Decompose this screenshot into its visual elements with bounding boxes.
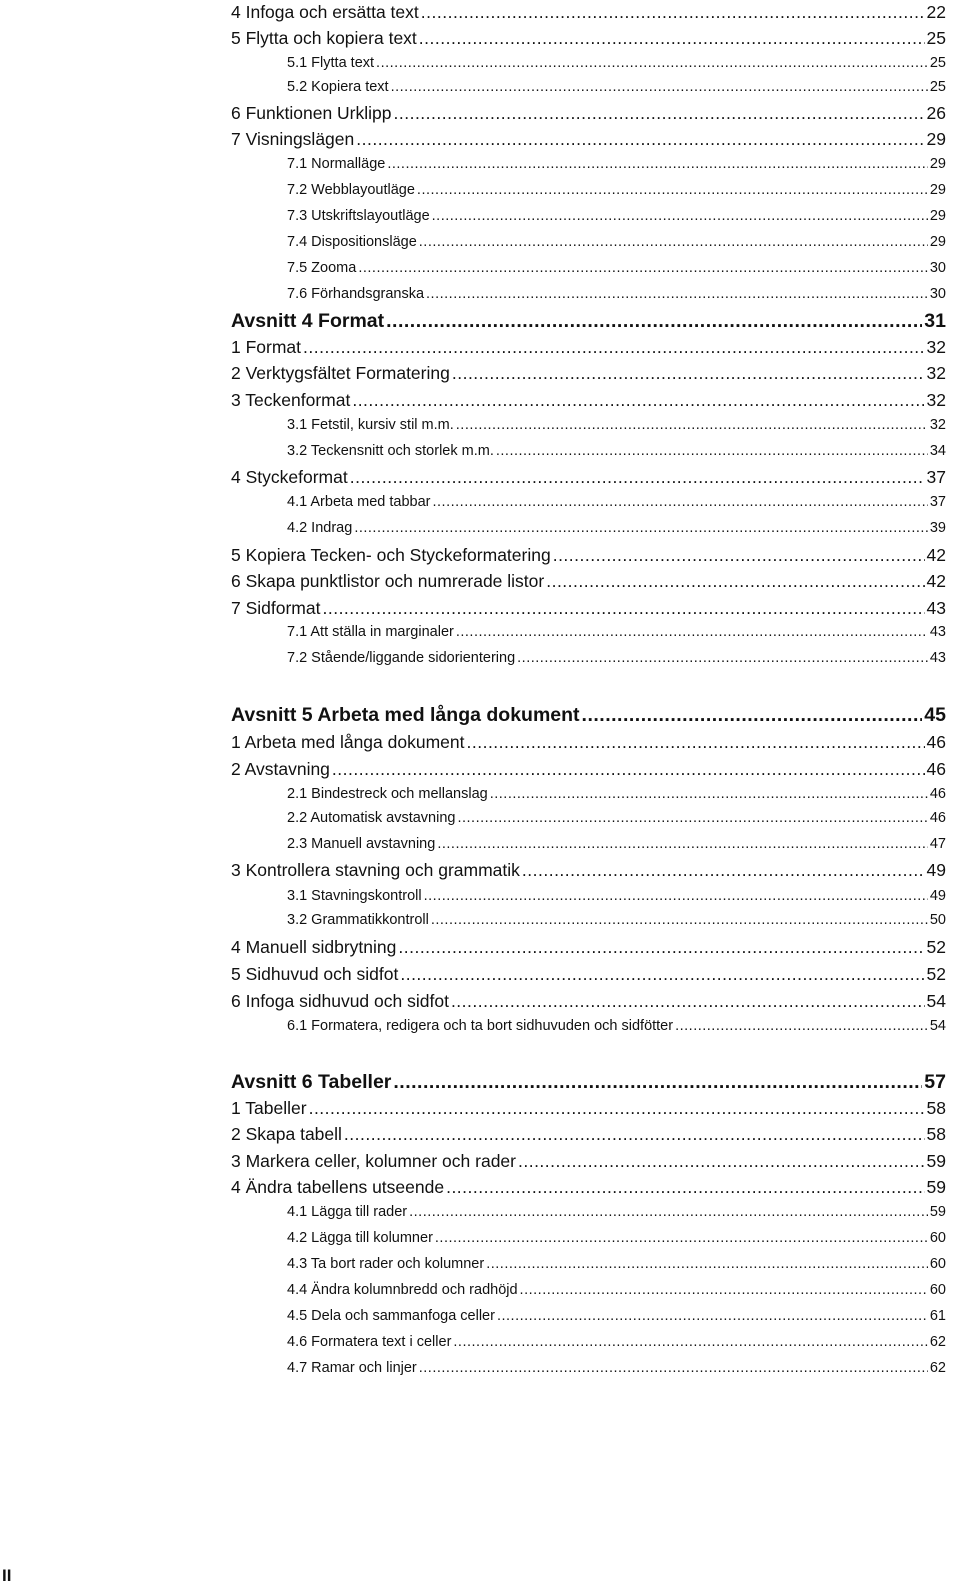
toc-entry-title: 4.2 Indrag [287, 520, 353, 536]
toc-entry-title: 4.2 Lägga till kolumner [287, 1230, 433, 1246]
toc-page-number: 32 [926, 390, 946, 410]
toc-entry [287, 284, 946, 304]
toc-page-number: 58 [926, 1098, 946, 1118]
toc-entry [287, 1358, 946, 1378]
toc-entry [231, 335, 946, 359]
dot-leader [467, 730, 925, 754]
dot-leader [518, 1149, 925, 1173]
dot-leader [437, 834, 928, 854]
toc-entry-title: 4.5 Dela och sammanfoga celler [287, 1308, 495, 1324]
toc-page-number: 49 [929, 888, 946, 904]
toc-entry [231, 543, 946, 567]
toc-page-number: 32 [926, 363, 946, 383]
toc-entry [231, 1175, 946, 1199]
toc-entry-title: 3 Teckenformat [231, 390, 351, 410]
toc-entry [287, 1016, 946, 1036]
dot-leader [496, 441, 928, 461]
toc-entry-title: 4 Ändra tabellens utseende [231, 1177, 445, 1197]
toc-entry [287, 518, 946, 538]
toc-entry [287, 834, 946, 854]
toc-entry [287, 180, 946, 200]
dot-leader [452, 361, 925, 385]
toc-entry-title: 2.2 Automatisk avstavning [287, 810, 456, 826]
toc-page-number: 25 [929, 79, 946, 95]
dot-leader [419, 1358, 928, 1378]
toc-page-number: 46 [929, 786, 946, 802]
toc-entry [287, 1254, 946, 1274]
toc-page-number: 52 [926, 964, 946, 984]
toc-entry-title: 2 Skapa tabell [231, 1124, 342, 1144]
toc-entry-title: 1 Format [231, 337, 302, 357]
toc-page-number: 25 [926, 28, 946, 48]
toc-entry-title: 7.5 Zooma [287, 260, 357, 276]
toc-entry [287, 154, 946, 174]
toc-entry [231, 1122, 946, 1146]
toc-page-number: 49 [926, 860, 946, 880]
toc-page-number: 54 [929, 1018, 946, 1034]
dot-leader [322, 596, 924, 620]
toc-entry [287, 53, 946, 73]
dot-leader [398, 935, 924, 959]
toc-entry [287, 1280, 946, 1300]
dot-leader [309, 1096, 925, 1120]
dot-leader [490, 784, 928, 804]
toc-entry-title: 7.4 Dispositionsläge [287, 234, 417, 250]
toc-entry-title: Avsnitt 4 Format [231, 310, 385, 332]
toc-entry [287, 886, 946, 906]
toc-page-number: 22 [926, 2, 946, 22]
toc-entry-title: 5.2 Kopiera text [287, 79, 389, 95]
toc-entry-title: 2.1 Bindestreck och mellanslag [287, 786, 488, 802]
toc-entry-title: 2 Avstavning [231, 759, 330, 779]
dot-leader [426, 284, 928, 304]
dot-leader [354, 518, 928, 538]
toc-page-number: 52 [926, 937, 946, 957]
dot-leader [457, 808, 927, 828]
dot-leader [391, 77, 928, 97]
toc-entry-title: 5.1 Flytta text [287, 55, 375, 71]
toc-entry [231, 596, 946, 620]
toc-page-number: 43 [929, 624, 946, 640]
toc-entry [287, 622, 946, 642]
toc-entry-title: 6 Skapa punktlistor och numrerade listor [231, 571, 545, 591]
toc-page-number: 46 [929, 810, 946, 826]
toc-entry [287, 808, 946, 828]
toc-page-number: 26 [926, 103, 946, 123]
toc-entry [231, 1149, 946, 1173]
toc-entry-title: 5 Sidhuvud och sidfot [231, 964, 399, 984]
toc-entry-title: 4.4 Ändra kolumnbredd och radhöjd [287, 1282, 518, 1298]
dot-leader [409, 1202, 928, 1222]
toc-page-number: 42 [926, 571, 946, 591]
toc-entry [287, 1202, 946, 1222]
toc-page-number: 32 [929, 417, 946, 433]
toc-page-number: 29 [929, 234, 946, 250]
dot-leader [486, 1254, 928, 1274]
toc-entry-title: 1 Arbeta med långa dokument [231, 732, 465, 752]
dot-leader [358, 258, 928, 278]
toc-page-number: 43 [926, 598, 946, 618]
toc-page-number: 61 [929, 1308, 946, 1324]
dot-leader [344, 1122, 925, 1146]
dot-leader [352, 388, 924, 412]
dot-leader [421, 0, 925, 24]
dot-leader [419, 232, 928, 252]
dot-leader [451, 989, 925, 1013]
toc-entry-title: Avsnitt 6 Tabeller [231, 1071, 392, 1093]
toc-entry-title: 2.3 Manuell avstavning [287, 836, 436, 852]
toc-entry [287, 206, 946, 226]
toc-page-number: 37 [929, 494, 946, 510]
toc-page-number: 25 [929, 55, 946, 71]
toc-page-number: 46 [926, 732, 946, 752]
toc-entry-title: 3.1 Fetstil, kursiv stil m.m. [287, 417, 454, 433]
toc-entry [231, 730, 946, 754]
toc-entry-title: 6 Infoga sidhuvud och sidfot [231, 991, 449, 1011]
toc-entry-title: 4 Infoga och ersätta text [231, 2, 419, 22]
toc-page-number: 43 [929, 650, 946, 666]
toc-entry [287, 1228, 946, 1248]
toc-entry [287, 910, 946, 930]
dot-leader [435, 1228, 928, 1248]
dot-leader [376, 53, 928, 73]
dot-leader [350, 465, 925, 489]
toc-entry-title: 7.1 Att ställa in marginaler [287, 624, 454, 640]
dot-leader [393, 1069, 922, 1095]
toc-entry [287, 492, 946, 512]
toc-entry-title: 7.2 Stående/liggande sidorientering [287, 650, 516, 666]
toc-entry [231, 361, 946, 385]
toc-entry-title: 6.1 Formatera, redigera och ta bort sidhuvuden och sidfötter [287, 1018, 674, 1034]
toc-entry-title: 4.1 Lägga till rader [287, 1204, 408, 1220]
toc-entry-title: 6 Funktionen Urklipp [231, 103, 392, 123]
toc-entry-title: 4 Styckeformat [231, 467, 348, 487]
dot-leader [453, 1332, 927, 1352]
dot-leader [419, 26, 925, 50]
toc-section-heading [231, 702, 946, 728]
toc-entry-title: 7 Visningslägen [231, 129, 355, 149]
toc-entry [231, 962, 946, 986]
toc-entry [287, 77, 946, 97]
toc-entry [231, 465, 946, 489]
toc-page-number: 30 [929, 286, 946, 302]
dot-leader [675, 1016, 928, 1036]
toc-entry-title: 3 Kontrollera stavning och grammatik [231, 860, 520, 880]
dot-leader [517, 648, 928, 668]
dot-leader [522, 858, 925, 882]
toc-section-heading [231, 308, 946, 334]
toc-page-number: 62 [929, 1334, 946, 1350]
dot-leader [356, 127, 924, 151]
toc-entry [231, 569, 946, 593]
toc-entry-title: Avsnitt 5 Arbeta med långa dokument [231, 704, 580, 726]
dot-leader [394, 101, 925, 125]
toc-page-number: 29 [929, 156, 946, 172]
toc-entry-title: 7.6 Förhandsgranska [287, 286, 425, 302]
dot-leader [553, 543, 925, 567]
toc-page-number: 39 [929, 520, 946, 536]
toc-page-number: 50 [929, 912, 946, 928]
toc-entry-title: 4.7 Ramar och linjer [287, 1360, 417, 1376]
toc-entry [287, 232, 946, 252]
toc-page-number: 45 [924, 704, 946, 726]
toc-page-number: 29 [929, 208, 946, 224]
dot-leader [582, 702, 923, 728]
toc-entry-title: 5 Flytta och kopiera text [231, 28, 417, 48]
toc-entry [231, 127, 946, 151]
toc-entry [231, 757, 946, 781]
dot-leader [456, 415, 928, 435]
toc-page-number: 47 [929, 836, 946, 852]
toc-page-number: 30 [929, 260, 946, 276]
toc-entry [231, 26, 946, 50]
dot-leader [303, 335, 925, 359]
toc-entry-title: 3 Markera celler, kolumner och rader [231, 1151, 516, 1171]
toc-entry [287, 784, 946, 804]
toc-page-number: 62 [929, 1360, 946, 1376]
dot-leader [417, 180, 928, 200]
page-number: II [2, 1566, 12, 1585]
toc-entry-title: 7 Sidformat [231, 598, 321, 618]
toc-entry [231, 1096, 946, 1120]
toc-entry [287, 258, 946, 278]
toc-page-number: 29 [926, 129, 946, 149]
toc-entry [231, 858, 946, 882]
toc-section-heading [231, 1069, 946, 1095]
toc-entry [287, 1332, 946, 1352]
toc-page-number: 59 [929, 1204, 946, 1220]
dot-leader [400, 962, 924, 986]
toc-entry [231, 388, 946, 412]
toc-page-number: 60 [929, 1230, 946, 1246]
toc-page-number: 46 [926, 759, 946, 779]
toc-entry-title: 7.2 Webblayoutläge [287, 182, 415, 198]
dot-leader [424, 886, 928, 906]
toc-entry-title: 7.1 Normalläge [287, 156, 386, 172]
dot-leader [456, 622, 928, 642]
toc-entry-title: 2 Verktygsfältet Formatering [231, 363, 450, 383]
toc-entry [287, 415, 946, 435]
dot-leader [431, 910, 928, 930]
toc-entry [231, 935, 946, 959]
toc-entry-title: 5 Kopiera Tecken- och Styckeformatering [231, 545, 551, 565]
toc-page-number: 60 [929, 1256, 946, 1272]
toc-page-number: 29 [929, 182, 946, 198]
dot-leader [546, 569, 924, 593]
toc-page-number: 37 [926, 467, 946, 487]
toc-page-number: 60 [929, 1282, 946, 1298]
toc-entry-title: 3.1 Stavningskontroll [287, 888, 422, 904]
toc-entry [231, 989, 946, 1013]
toc-entry [287, 1306, 946, 1326]
toc-entry-title: 3.2 Teckensnitt och storlek m.m. [287, 443, 494, 459]
toc-entry [287, 441, 946, 461]
toc-entry-title: 4 Manuell sidbrytning [231, 937, 397, 957]
toc-page-number: 59 [926, 1151, 946, 1171]
toc-page-number: 32 [926, 337, 946, 357]
toc-page-number: 54 [926, 991, 946, 1011]
dot-leader [387, 154, 928, 174]
toc-page-number: 57 [924, 1071, 946, 1093]
toc-page-number: 34 [929, 443, 946, 459]
dot-leader [433, 492, 928, 512]
toc-entry-title: 3.2 Grammatikkontroll [287, 912, 429, 928]
toc-page-number: 58 [926, 1124, 946, 1144]
dot-leader [386, 308, 922, 334]
toc-page-number: 42 [926, 545, 946, 565]
toc-entry [231, 0, 946, 24]
toc-entry-title: 1 Tabeller [231, 1098, 307, 1118]
toc-entry-title: 4.3 Ta bort rader och kolumner [287, 1256, 485, 1272]
dot-leader [520, 1280, 928, 1300]
dot-leader [332, 757, 925, 781]
toc-entry-title: 4.1 Arbeta med tabbar [287, 494, 431, 510]
toc-page-number: 31 [924, 310, 946, 332]
toc-entry-title: 7.3 Utskriftslayoutläge [287, 208, 430, 224]
toc-page-number: 59 [926, 1177, 946, 1197]
toc-entry [287, 648, 946, 668]
toc-entry-title: 4.6 Formatera text i celler [287, 1334, 452, 1350]
dot-leader [432, 206, 928, 226]
dot-leader [497, 1306, 928, 1326]
dot-leader [446, 1175, 924, 1199]
toc-entry [231, 101, 946, 125]
